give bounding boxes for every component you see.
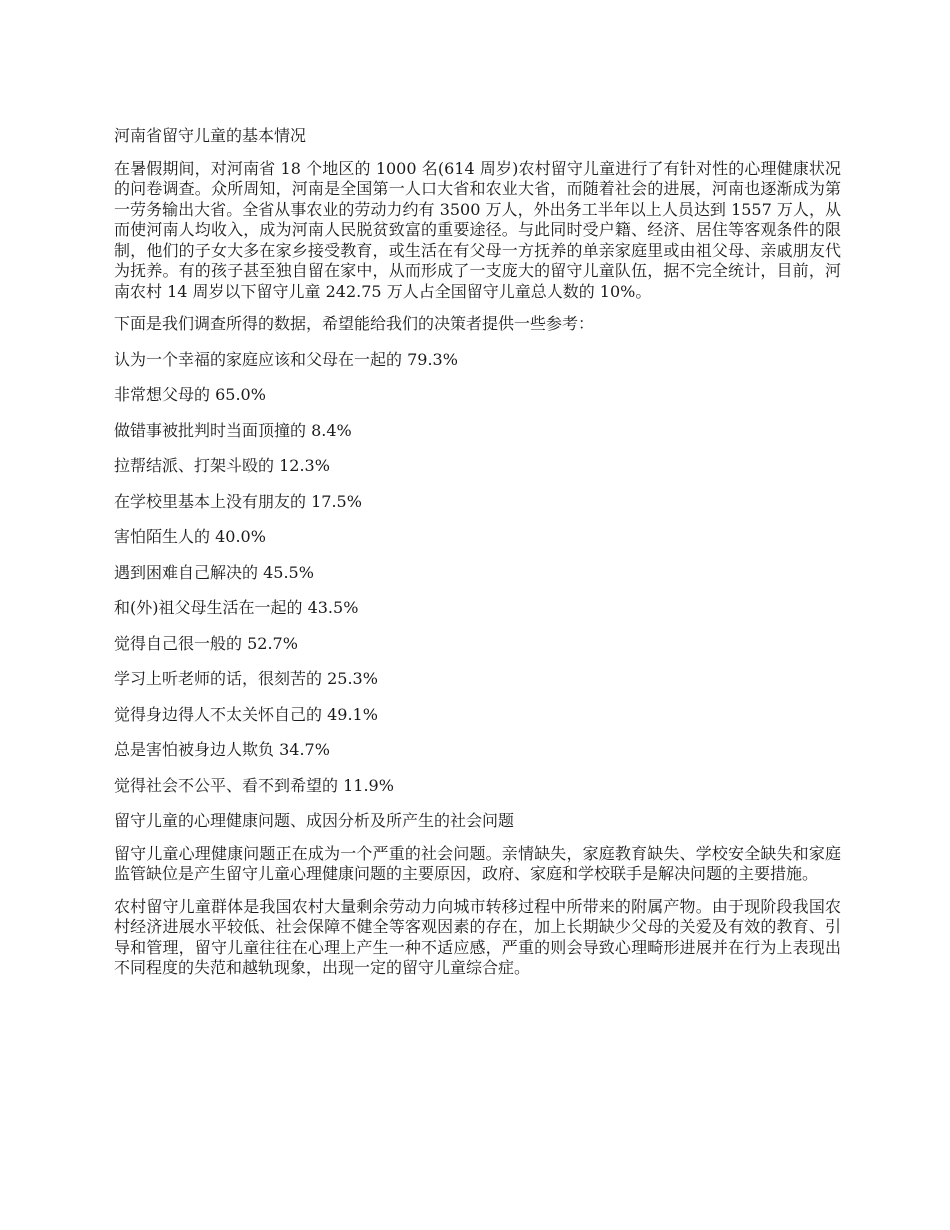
stat-item: 觉得自己很一般的 52.7% — [114, 633, 298, 653]
stat-item: 在学校里基本上没有朋友的 17.5% — [114, 491, 362, 511]
stat-item: 做错事被批判时当面顶撞的 8.4% — [114, 420, 352, 440]
stat-item: 和(外)祖父母生活在一起的 43.5% — [114, 598, 359, 617]
document-page — [114, 126, 841, 991]
stat-item: 总是害怕被身边人欺负 34.7% — [114, 740, 330, 759]
section-heading-mental-health: 留守儿童的心理健康问题、成因分析及所产生的社会问题 — [114, 811, 515, 830]
paragraph-survey-background: 在暑假期间，对河南省 18 个地区的 1000 名(614 周岁)农村留守儿童进行了有针对性的心理健康状况的问卷调查。众所周知，河南是全国第一人口大省和农业大省，而随着社会的进展，河南也逐渐成为第一劳务输出大省。全省从事农业的劳动力约有 3500 万人，外出务工半年以上人员达到 1557 万人，从而使河南人均收入，成为河南人民脱贫致富的重要途径。与此同时受户籍、经济、居住等客观条件的限制，他们的子女大多在家乡接受教育，或生活在有父母一方抚养的单亲家庭里或由祖父母、亲戚朋友代为抚养。有的孩子甚至独自留在家中，从而形成了一支庞大的留守儿童队伍，据不完全统计，目前，河南农村 14 周岁以下留守儿童 242.75 万人占全国留守儿童总人数的 10%。 — [114, 158, 841, 301]
stat-item: 遇到困难自己解决的 45.5% — [114, 562, 314, 582]
section-heading-basic-situation: 河南省留守儿童的基本情况 — [114, 126, 307, 145]
survey-stats-list — [114, 350, 841, 797]
stat-item: 觉得身边得人不太关怀自己的 49.1% — [114, 704, 378, 724]
paragraph-mental-health-problem: 留守儿童心理健康问题正在成为一个严重的社会问题。亲情缺失，家庭教育缺失、学校安全缺失和家庭监管缺位是产生留守儿童心理健康问题的主要原因，政府、家庭和学校联手是解决问题的主要措施。 — [114, 843, 841, 883]
survey-data-intro: 下面是我们调查所得的数据，希望能给我们的决策者提供一些参考： — [114, 314, 595, 333]
stat-item: 非常想父母的 65.0% — [114, 385, 266, 404]
stat-item: 学习上听老师的话，很刻苦的 25.3% — [114, 669, 378, 688]
stat-item: 害怕陌生人的 40.0% — [114, 527, 266, 546]
stat-item: 拉帮结派、打架斗殴的 12.3% — [114, 456, 330, 475]
stat-item: 觉得社会不公平、看不到希望的 11.9% — [114, 775, 394, 795]
paragraph-left-behind-children-cause: 农村留守儿童群体是我国农村大量剩余劳动力向城市转移过程中所带来的附属产物。由于现阶段我国农村经济进展水平较低、社会保障不健全等客观因素的存在，加上长期缺少父母的关爱及有效的教育、引导和管理，留守儿童往往在心理上产生一种不适应感，严重的则会导致心理畸形进展并在行为上表现出不同程度的失范和越轨现象，出现一定的留守儿童综合症。 — [114, 896, 841, 977]
stat-item: 认为一个幸福的家庭应该和父母在一起的 79.3% — [114, 349, 458, 369]
